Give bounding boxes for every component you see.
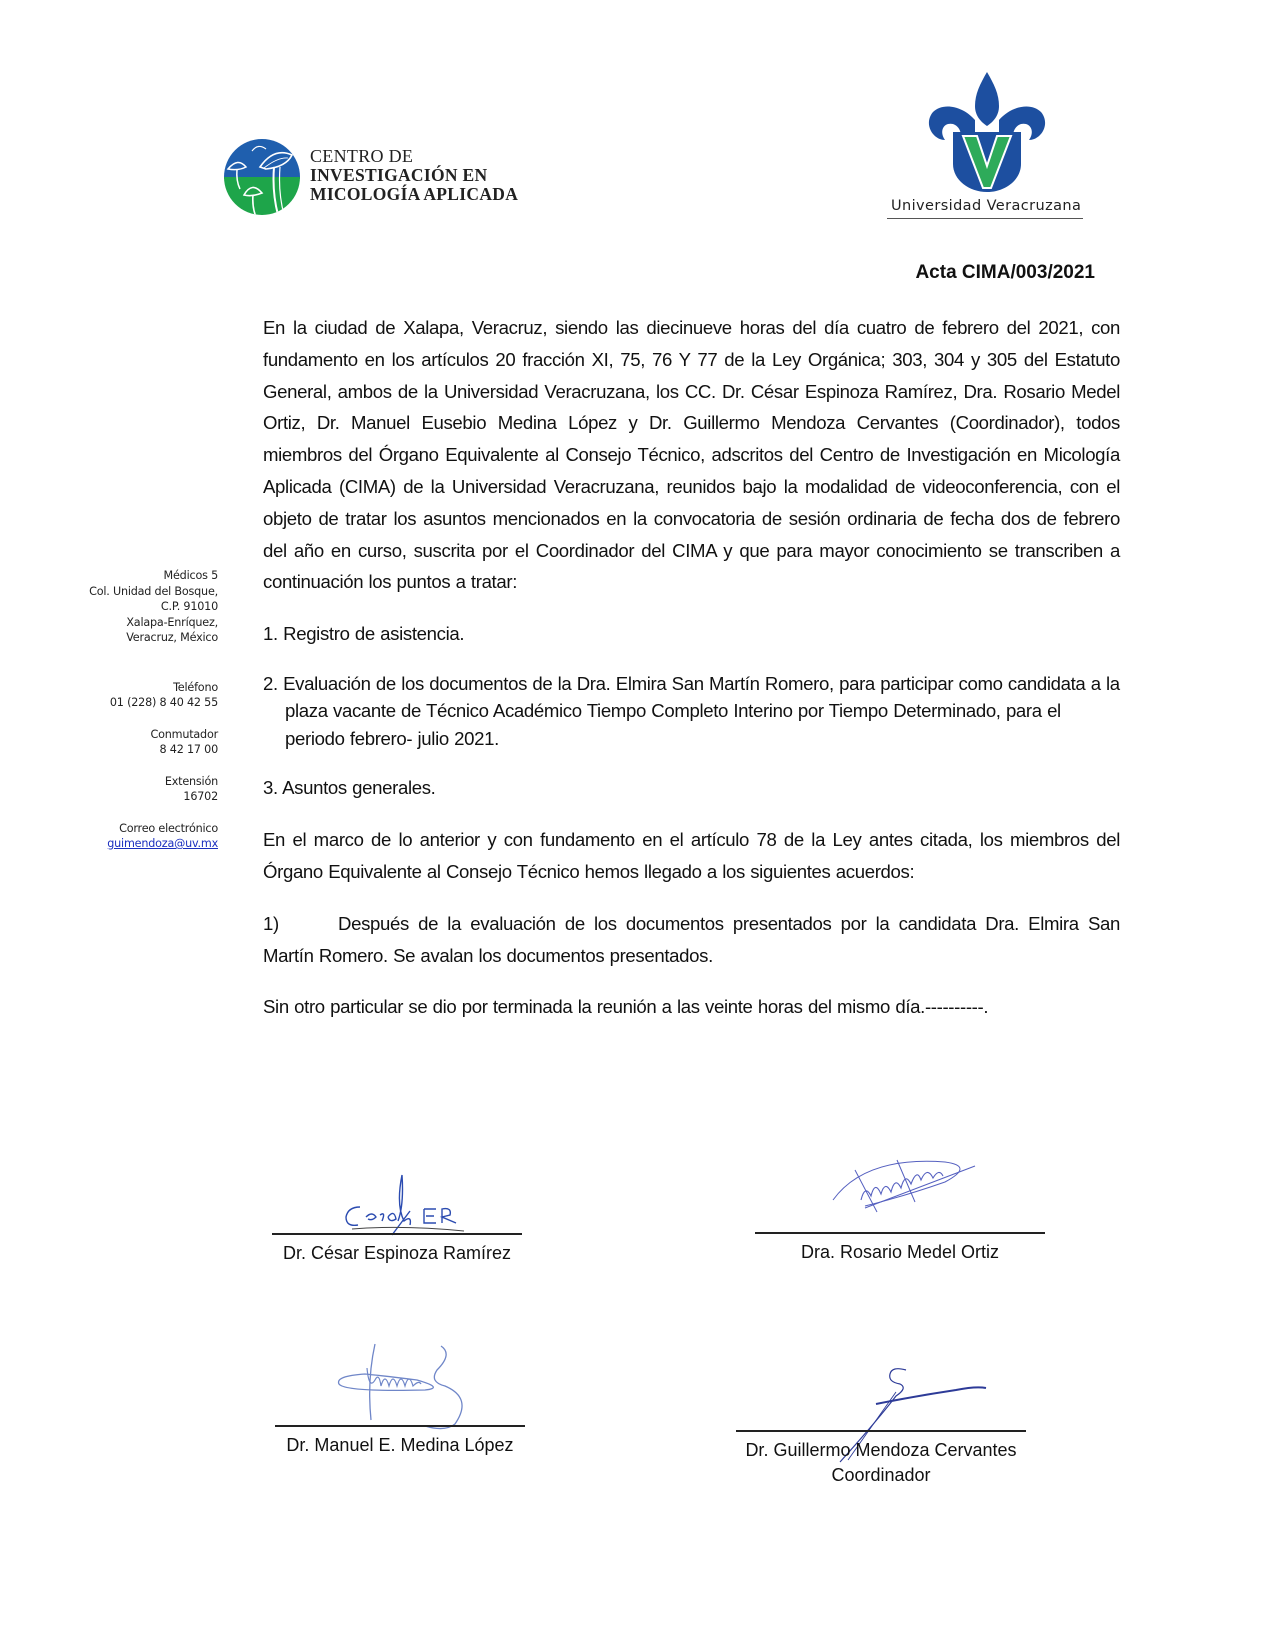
agreements-intro: En el marco de lo anterior y con fundamento en el artículo 78 de la Ley antes citada, los miembros del Órgano Equivalente al Consejo Técnico hemos llegado a los siguientes acuerdos: — [263, 829, 1120, 883]
cima-line-3: MICOLOGÍA APLICADA — [310, 184, 519, 204]
agreement-text: Después de la evaluación de los documentos presentados por la candidata Dra. Elmira San Martín Romero. Se avalan los documentos presentados. — [263, 912, 1120, 966]
document-body — [263, 312, 1120, 1023]
cima-line-1: CENTRO DE — [310, 146, 414, 166]
mushroom-emblem-icon — [222, 137, 302, 217]
address-line: Xalapa-Enríquez, — [126, 615, 218, 629]
phone-block — [60, 680, 218, 711]
signature-line — [275, 1425, 525, 1427]
phone-value: 01 (228) 8 40 42 55 — [109, 696, 218, 709]
phone-label: Teléfono — [173, 680, 218, 694]
agreement-number: 1) — [263, 912, 279, 934]
address-line: Col. Unidad del Bosque, — [89, 584, 218, 598]
contact-sidebar — [60, 568, 218, 868]
document-title: Acta CIMA/003/2021 — [915, 262, 1095, 283]
uv-wordmark: Universidad Veracruzana — [891, 198, 1082, 214]
signatory-name: Dr. Guillermo Mendoza Cervantes — [745, 1440, 1017, 1460]
extension-block — [60, 774, 218, 805]
signature-line — [755, 1232, 1045, 1234]
switchboard-label: Conmutador — [150, 727, 218, 741]
fleur-de-lis-v-icon — [925, 72, 1050, 194]
agenda-item: 1. Registro de asistencia. — [263, 623, 465, 645]
closing-paragraph: Sin otro particular se dio por terminada la reunión a las veinte horas del mismo día.----------. — [263, 996, 989, 1018]
signatory-name: Dr. César Espinoza Ramírez — [282, 1243, 512, 1263]
signature-line — [272, 1233, 522, 1235]
agenda-item: 3. Asuntos generales. — [263, 777, 436, 799]
uv-logo — [885, 72, 1095, 222]
address-line: Médicos 5 — [163, 569, 218, 582]
address-block — [60, 568, 218, 646]
switchboard-block — [60, 727, 218, 758]
extension-label: Extensión — [164, 774, 218, 788]
cima-logo — [222, 137, 532, 217]
extension-value: 16702 — [183, 790, 218, 803]
switchboard-value: 8 42 17 00 — [159, 743, 218, 756]
signatory-name: Dr. Manuel E. Medina López — [286, 1435, 514, 1455]
agreement-item — [263, 908, 1120, 972]
signatory-name: Dra. Rosario Medel Ortiz — [800, 1242, 1000, 1262]
address-line: C.P. 91010 — [160, 600, 218, 613]
handwritten-signature-icon — [305, 1340, 475, 1430]
address-line: Veracruz, México — [126, 631, 218, 644]
handwritten-signature-icon — [825, 1150, 985, 1230]
email-block — [60, 821, 218, 852]
email-link[interactable]: guimendoza@uv.mx — [107, 837, 218, 850]
signatory-role: Coordinador — [831, 1465, 931, 1485]
intro-paragraph: En la ciudad de Xalapa, Veracruz, siendo las diecinueve horas del día cuatro de febrero del 2021, con fundamento en los artículos 20 fracción XI, 75, 76 Y 77 de la Ley Orgánica; 303, 304 y 305 del Estatuto General, ambos de la Universidad Veracruzana, los CC. Dr. César Espinoza Ramírez, Dra. Rosario Medel Ortiz, Dr. Manuel Eusebio Medina López y Dr. Guillermo Mendoza Cervantes (Coordinador), todos miembros del Órgano Equivalente al Consejo Técnico, adscritos del Centro de Investigación en Micología Aplicada (CIMA) de la Universidad Veracruzana, reunidos bajo la modalidad de videoconferencia, con el objeto de tratar los asuntos mencionados en la convocatoria de sesión ordinaria de fecha dos de febrero del año en curso, suscrita por el Coordinador del CIMA y que para mayor conocimiento se transcriben a continuación los puntos a tratar: — [263, 317, 1120, 593]
cima-wordmark — [310, 147, 518, 204]
signature-line — [736, 1430, 1026, 1432]
email-label: Correo electrónico — [119, 821, 218, 835]
cima-line-2: INVESTIGACIÓN EN — [310, 165, 488, 185]
uv-underline — [887, 218, 1083, 219]
agenda-item: 2. Evaluación de los documentos de la Dra. Elmira San Martín Romero, para participar como candidata a la plaza vacante de Técnico Académico Tiempo Completo Interino por Tiempo Determinado, para el periodo febrero- julio 2021. — [263, 672, 1120, 749]
